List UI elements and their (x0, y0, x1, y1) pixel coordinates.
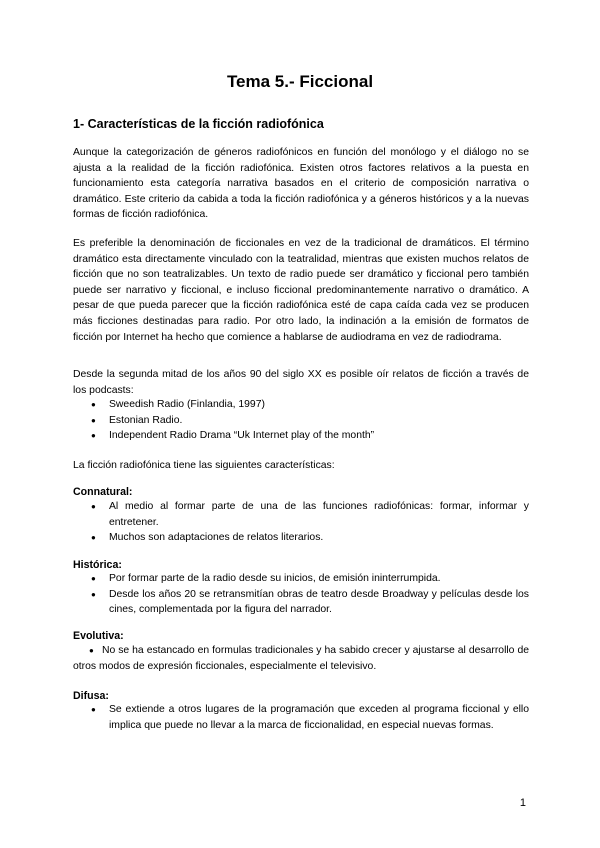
list-item: ● Independent Radio Drama “Uk Internet play of the month” (73, 428, 529, 444)
bullet-icon: ● (91, 705, 96, 714)
label-connatural: Connatural: (73, 486, 133, 498)
bullet-icon: ● (89, 646, 94, 655)
list-item: ● Al medio al formar parte de una de las funciones radiofónicas: formar, informar y entretener. (91, 501, 529, 528)
difusa-list (73, 702, 529, 733)
page-number: 1 (519, 797, 526, 809)
bullet-icon: ● (91, 533, 96, 543)
label-evolutiva: Evolutiva: (73, 630, 124, 642)
connatural-list (73, 499, 529, 546)
paragraph-2: Es preferible la denominación de ficcionales en vez de la tradicional de dramáticos. El término dramático esta directamente vinculado con la teatralidad, mientras que existen muchos relatos de ficción que no son teatralizables. Un texto de radio puede ser dramático y ficcional pero también puede ser narrativo y ficcional, e incluso ficcional predominantemente narrativo o dramático. A pesar de que pueda parecer que la ficción radiofónica esté de capa caída cada vez se producen más ficciones destinadas para radio. Por otro lado, la indinación a la emisión de formatos de ficción por Internet ha hecho que comience a hablarse de audiodrama en vez de radiodrama. (73, 238, 529, 343)
bullet-icon: ● (91, 502, 96, 511)
evolutiva-text: ● No se ha estancado en formulas tradicionales y ha sabido crecer y ajustarse al desarrollo de otros modos de expresión ficcionales, especialmente el televisivo. (73, 645, 530, 672)
label-difusa: Difusa: (73, 690, 109, 702)
historica-list (73, 571, 529, 618)
bullet-icon: ● (91, 574, 96, 583)
paragraph-4: La ficción radiofónica tiene las siguientes características: (73, 460, 335, 471)
list-item: ● Se extiende a otros lugares de la programación que exceden al programa ficcional y ello implica que puede no llevar a la marca de ficcionalidad, en especial nuevas formas. (91, 704, 529, 731)
paragraph-3: Desde la segunda mitad de los años 90 del siglo XX es posible oír relatos de ficción a través de los podcasts: (73, 369, 529, 396)
bullet-icon: ● (91, 400, 96, 409)
bullet-icon: ● (91, 431, 96, 441)
list-item: ● Desde los años 20 se retransmitían obras de teatro desde Broadway y películas desde los cines, complementada por la figura del narrador. (91, 588, 529, 616)
bullet-icon: ● (91, 589, 96, 599)
list-item: ● Sweedish Radio (Finlandia, 1997) (73, 397, 529, 413)
list-item: ● Muchos son adaptaciones de relatos literarios. (73, 530, 529, 546)
bullet-icon: ● (91, 415, 96, 425)
section-heading: 1- Características de la ficción radiofónica (73, 117, 324, 131)
podcast-list (73, 397, 529, 444)
label-historica: Histórica: (73, 559, 122, 571)
page-title: Tema 5.- Ficcional (226, 72, 374, 91)
list-item: ● Estonian Radio. (73, 413, 529, 429)
list-item: ● Por formar parte de la radio desde su inicios, de emisión ininterrumpida. (73, 571, 529, 587)
paragraph-1: Aunque la categorización de géneros radiofónicos en función del monólogo y el diálogo no se ajusta a la realidad de la ficción radiofónica. Existen otros factores relativos a la puesta en funcionamiento esta categoría narrativa basados en el criterio de composición narrativa o dramático. Este criterio da cabida a toda la ficción radiofónica y a géneros históricos y a la nuevas formas de ficción radiofónica. (73, 147, 529, 221)
